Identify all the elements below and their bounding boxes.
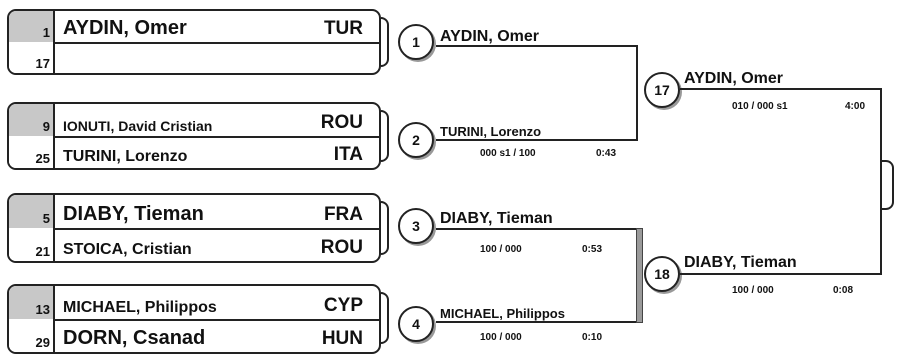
pool-box-3 <box>7 193 381 263</box>
country-code: TUR <box>323 18 363 39</box>
match-winner: TURINI, Lorenzo <box>440 124 542 139</box>
match-score: 000 s1 / 100 <box>480 148 536 159</box>
match-winner: AYDIN, Omer <box>684 70 783 87</box>
winner-line <box>436 228 636 230</box>
athlete-name: TURINI, Lorenzo <box>63 148 188 165</box>
country-code: ROU <box>320 112 363 133</box>
match-number-badge: 3 <box>398 208 434 244</box>
seed-cell: 17 <box>9 42 55 73</box>
match-winner: DIABY, Tieman <box>684 254 797 271</box>
country-code: ROU <box>320 237 363 258</box>
athlete-name: MICHAEL, Philippos <box>63 299 217 316</box>
pool-box-1 <box>7 9 381 75</box>
match-score: 100 / 000 <box>732 285 774 296</box>
country-code: ITA <box>333 144 363 165</box>
winner-line <box>680 273 880 275</box>
seed-cell: 29 <box>9 319 55 352</box>
seed-cell: 5 <box>9 195 55 228</box>
match-winner: DIABY, Tieman <box>440 210 553 227</box>
pool-connector <box>381 110 389 162</box>
country-code: CYP <box>323 295 363 316</box>
winner-line <box>436 321 636 323</box>
pool-connector <box>381 17 389 67</box>
winner-line <box>436 139 636 141</box>
match-number-badge: 17 <box>644 72 680 108</box>
entry-row <box>9 104 379 138</box>
entry-row <box>9 11 379 44</box>
match-time: 4:00 <box>845 101 866 112</box>
match-score: 010 / 000 s1 <box>732 101 788 112</box>
athlete-name: DORN, Csanad <box>63 327 206 349</box>
match-time: 0:53 <box>582 244 603 255</box>
entry-row <box>9 228 379 261</box>
seed-cell: 1 <box>9 11 55 42</box>
match-number-badge: 2 <box>398 122 434 158</box>
athlete-name: STOICA, Cristian <box>63 241 192 258</box>
country-code: HUN <box>321 328 363 349</box>
final-connector <box>882 160 894 210</box>
entry-row <box>9 319 379 352</box>
match-time: 0:10 <box>582 332 603 343</box>
winner-line <box>436 45 636 47</box>
winner-line <box>680 88 880 90</box>
match-time: 0:43 <box>596 148 617 159</box>
entry-row <box>9 195 379 230</box>
athlete-name: IONUTI, David Cristian <box>63 118 213 134</box>
seed-cell: 25 <box>9 136 55 168</box>
entry-row <box>9 286 379 321</box>
country-code: FRA <box>323 204 363 225</box>
pool-box-4 <box>7 284 381 354</box>
athlete-name: DIABY, Tieman <box>63 203 204 225</box>
match-winner: AYDIN, Omer <box>440 28 539 45</box>
match-time: 0:08 <box>833 285 854 296</box>
seed-cell: 13 <box>9 286 55 319</box>
match-winner: MICHAEL, Philippos <box>440 306 565 321</box>
match-score: 100 / 000 <box>480 244 522 255</box>
pool-box-2 <box>7 102 381 170</box>
bracket-connector <box>636 228 643 323</box>
match-number-badge: 1 <box>398 24 434 60</box>
seed-cell: 9 <box>9 104 55 136</box>
pool-connector <box>381 201 389 255</box>
seed-cell: 21 <box>9 228 55 261</box>
match-score: 100 / 000 <box>480 332 522 343</box>
pool-connector <box>381 292 389 344</box>
match-number-badge: 4 <box>398 306 434 342</box>
entry-row <box>9 42 379 73</box>
athlete-name: AYDIN, Omer <box>63 17 187 39</box>
match-number-badge: 18 <box>644 256 680 292</box>
bracket-connector <box>636 45 638 141</box>
entry-row <box>9 136 379 168</box>
